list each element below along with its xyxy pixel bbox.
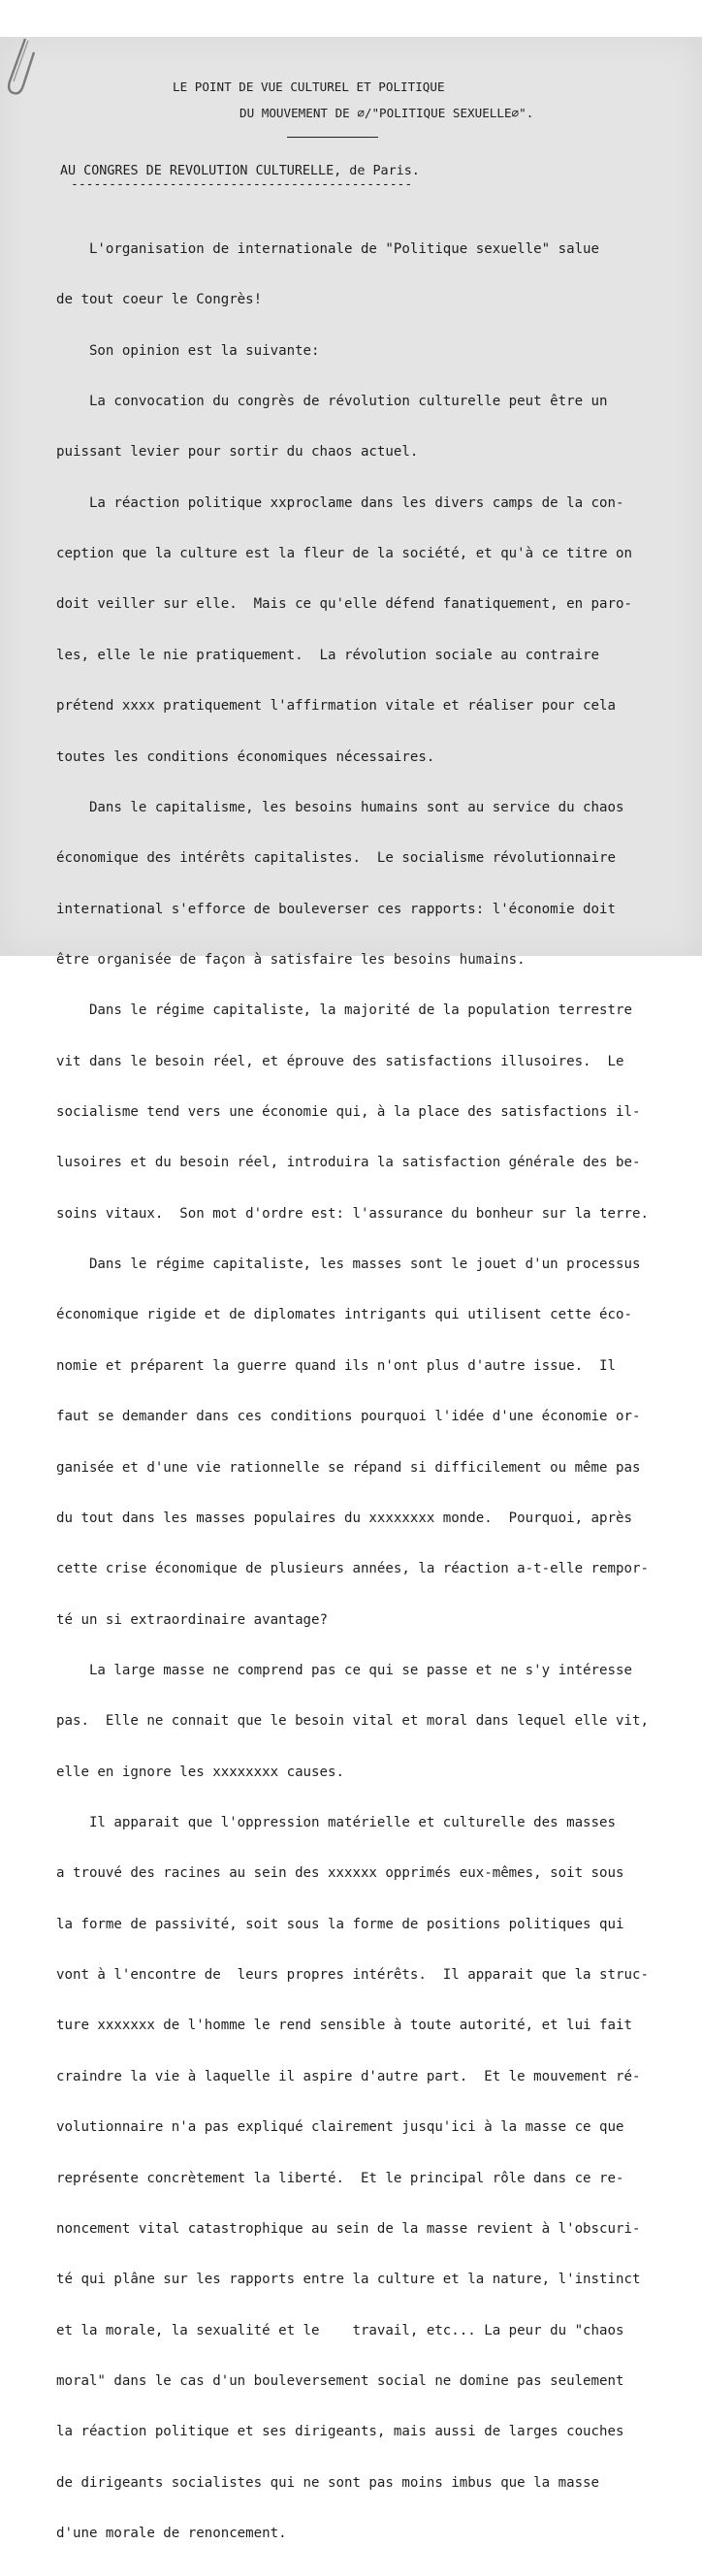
body-line: La réaction politique xxproclame dans les divers camps de la con- (56, 494, 624, 511)
body-line: lusoires et du besoin réel, introduira la satisfaction générale des be- (56, 1155, 641, 1171)
body-line: représente concrètement la liberté. Et le principal rôle dans ce re- (56, 2170, 624, 2186)
body-line: La large masse ne comprend pas ce qui se passe et ne s'y intéresse (56, 1662, 632, 1678)
body-line: pas. Elle ne connait que le besoin vital et moral dans lequel elle vit, (56, 1713, 649, 1730)
paperclip-icon (2, 37, 31, 97)
body-line: Dans le régime capitaliste, les masses sont le jouet d'un processus (56, 1256, 641, 1273)
body-line: a trouvé des racines au sein des xxxxxx opprimés eux-mêmes, soit sous (56, 1865, 624, 1882)
body-line: les, elle le nie pratiquement. La révolution sociale au contraire (56, 647, 600, 663)
body-line: nomie et préparent la guerre quand ils n'ont plus d'autre issue. Il (56, 1357, 616, 1374)
body-line: Son opinion est la suivante: (56, 342, 320, 359)
title-underline (287, 137, 378, 138)
body-line: cette crise économique de plusieurs années, la réaction a-t-elle rempor- (56, 1561, 649, 1577)
body-line: doit veiller sur elle. Mais ce qu'elle défend fanatiquement, en paro- (56, 596, 632, 613)
subtitle-dashed-rule: --------------------------------------------- (71, 177, 413, 192)
body-line: faut se demander dans ces conditions pourquoi l'idée d'une économie or- (56, 1409, 641, 1425)
body-line: ception que la culture est la fleur de la société, et qu'à ce titre on (56, 546, 632, 562)
body-line: volutionnaire n'a pas expliqué clairement jusqu'ici à la masse ce que (56, 2119, 624, 2136)
body-line: noncement vital catastrophique au sein de la masse revient à l'obscuri- (56, 2220, 641, 2237)
document-subtitle: AU CONGRES DE REVOLUTION CULTURELLE, de Paris. (60, 164, 420, 178)
body-line: moral" dans le cas d'un bouleversement social ne domine pas seulement (56, 2373, 624, 2389)
body-line: La convocation du congrès de révolution culturelle peut être un (56, 393, 608, 409)
body-line: économique des intérêts capitalistes. Le socialisme révolutionnaire (56, 850, 616, 867)
body-line: L'organisation de internationale de "Politique sexuelle" salue (56, 240, 600, 257)
body-line: elle en ignore les xxxxxxxx causes. (56, 1764, 344, 1780)
body-line: Dans le capitalisme, les besoins humains sont au service du chaos (56, 799, 624, 815)
body-line: vit dans le besoin réel, et éprouve des satisfactions illusoires. Le (56, 1053, 624, 1069)
body-line: la réaction politique et ses dirigeants, mais aussi de larges couches (56, 2424, 624, 2440)
body-line: international s'efforce de bouleverser ces rapports: l'économie doit (56, 901, 616, 917)
body-line: d'une morale de renoncement. (56, 2526, 287, 2542)
body-line: toutes les conditions économiques nécessaires. (56, 748, 435, 765)
body-line: socialisme tend vers une économie qui, à la place des satisfactions il- (56, 1104, 641, 1121)
body-line: du tout dans les masses populaires du xxxxxxxx monde. Pourquoi, après (56, 1510, 632, 1526)
body-line: être organisée de façon à satisfaire les besoins humains. (56, 951, 526, 968)
body-line: économique rigide et de diplomates intrigants qui utilisent cette éco- (56, 1307, 632, 1323)
body-line: té un si extraordinaire avantage? (56, 1611, 329, 1628)
body-line: ganisée et d'une vie rationnelle se répand si difficilement ou même pas (56, 1459, 641, 1476)
body-line: ture xxxxxxx de l'homme le rend sensible à toute autorité, et lui fait (56, 2018, 632, 2034)
body-line: té qui plâne sur les rapports entre la culture et la nature, l'instinct (56, 2272, 641, 2288)
body-line: soins vitaux. Son mot d'ordre est: l'assurance du bonheur sur la terre. (56, 1205, 649, 1222)
document-title-line-1: LE POINT DE VUE CULTUREL ET POLITIQUE (173, 80, 445, 94)
body-line: Dans le régime capitaliste, la majorité de la population terrestre (56, 1002, 632, 1019)
body-line: de tout coeur le Congrès! (56, 292, 263, 308)
document-title-line-2: DU MOUVEMENT DE ∅/"POLITIQUE SEXUELLE∅". (239, 106, 534, 120)
body-line: de dirigeants socialistes qui ne sont pas moins imbus que la masse (56, 2474, 600, 2491)
body-line: craindre la vie à laquelle il aspire d'autre part. Et le mouvement ré- (56, 2068, 641, 2084)
document-body (56, 207, 649, 2576)
body-line: puissant levier pour sortir du chaos actuel. (56, 444, 419, 461)
document-page (0, 37, 702, 2542)
body-line: et la morale, la sexualité et le travail, etc... La peur du "chaos (56, 2322, 624, 2338)
body-line: vont à l'encontre de leurs propres intérêts. Il apparait que la struc- (56, 1967, 649, 1984)
body-line: prétend xxxx pratiquement l'affirmation vitale et réaliser pour cela (56, 698, 616, 715)
body-line: Il apparait que l'oppression matérielle et culturelle des masses (56, 1815, 616, 1831)
body-line: la forme de passivité, soit sous la forme de positions politiques qui (56, 1916, 624, 1932)
